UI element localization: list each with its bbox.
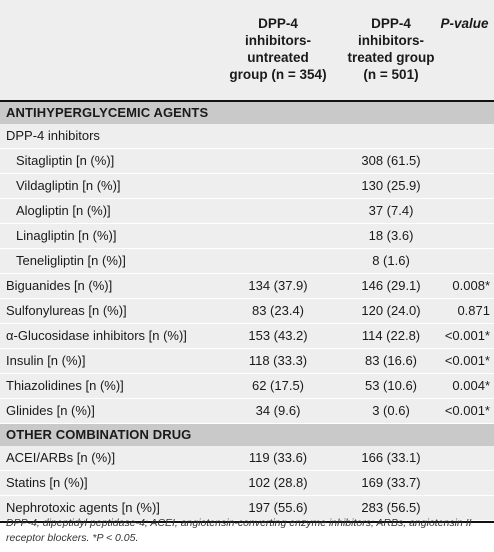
cell-treated: 114 (22.8) bbox=[361, 328, 421, 343]
cell-p-value: <0.001* bbox=[444, 328, 490, 343]
header-untreated-line3: untreated bbox=[247, 50, 309, 65]
cell-treated: 37 (7.4) bbox=[368, 203, 414, 218]
cell-treated: 130 (25.9) bbox=[361, 178, 421, 193]
row-label: DPP-4 inhibitors bbox=[6, 128, 100, 143]
cell-untreated: 153 (43.2) bbox=[248, 328, 308, 343]
header-treated-group bbox=[336, 15, 446, 83]
header-p-value-label: P-value bbox=[440, 16, 489, 31]
cell-treated: 169 (33.7) bbox=[361, 475, 421, 490]
row-label: Glinides [n (%)] bbox=[6, 403, 95, 418]
row-label: Statins [n (%)] bbox=[6, 475, 88, 490]
cell-treated: 166 (33.1) bbox=[361, 450, 421, 465]
row-label: Thiazolidines [n (%)] bbox=[6, 378, 124, 393]
cell-treated: 18 (3.6) bbox=[368, 228, 414, 243]
table-row bbox=[0, 324, 494, 349]
table-row bbox=[0, 174, 494, 199]
table-row bbox=[0, 199, 494, 224]
table-row bbox=[0, 224, 494, 249]
cell-treated: 3 (0.6) bbox=[372, 403, 410, 418]
header-untreated-line1: DPP-4 bbox=[258, 16, 298, 31]
table-row bbox=[0, 274, 494, 299]
cell-p-value: <0.001* bbox=[444, 353, 490, 368]
header-treated-line3: treated group bbox=[347, 50, 435, 65]
table-footnote: DPP-4, dipeptidyl peptidase-4; ACEI, angiotensin-converting enzyme inhibitors; ARBs, angiotensin II receptor blockers. *P < 0.05. bbox=[6, 517, 472, 544]
cell-untreated: 134 (37.9) bbox=[248, 278, 308, 293]
cell-p-value: 0.004* bbox=[452, 378, 490, 393]
row-label: Teneligliptin [n (%)] bbox=[16, 253, 126, 268]
table-row bbox=[0, 299, 494, 324]
row-label: Sulfonylureas [n (%)] bbox=[6, 303, 127, 318]
row-label: Nephrotoxic agents [n (%)] bbox=[6, 500, 160, 515]
header-untreated-group bbox=[218, 15, 338, 83]
table-row bbox=[0, 399, 494, 424]
header-treated-line2: inhibitors- bbox=[358, 33, 424, 48]
cell-p-value: 0.008* bbox=[452, 278, 490, 293]
table-row bbox=[0, 149, 494, 174]
section-header: ANTIHYPERGLYCEMIC AGENTS bbox=[0, 102, 494, 124]
table-row bbox=[0, 446, 494, 471]
table-row bbox=[0, 349, 494, 374]
header-p-value bbox=[435, 15, 494, 32]
cell-treated: 83 (16.6) bbox=[364, 353, 418, 368]
row-label: Biguanides [n (%)] bbox=[6, 278, 113, 293]
row-label: Linagliptin [n (%)] bbox=[16, 228, 117, 243]
header-untreated-line4: group (n = 354) bbox=[229, 67, 327, 82]
row-label: ACEI/ARBs [n (%)] bbox=[6, 450, 116, 465]
cell-treated: 53 (10.6) bbox=[364, 378, 418, 393]
table-row bbox=[0, 124, 494, 149]
cell-untreated: 34 (9.6) bbox=[255, 403, 301, 418]
cell-p-value: 0.871 bbox=[457, 303, 490, 318]
cell-treated: 146 (29.1) bbox=[361, 278, 421, 293]
cell-treated: 308 (61.5) bbox=[361, 153, 421, 168]
cell-untreated: 197 (55.6) bbox=[248, 500, 308, 515]
cell-untreated: 118 (33.3) bbox=[248, 353, 308, 368]
header-treated-line4: (n = 501) bbox=[363, 67, 419, 82]
row-label: α-Glucosidase inhibitors [n (%)] bbox=[6, 328, 187, 343]
row-label: Vildagliptin [n (%)] bbox=[16, 178, 121, 193]
section-header: OTHER COMBINATION DRUG bbox=[0, 424, 494, 446]
cell-untreated: 102 (28.8) bbox=[248, 475, 308, 490]
header-untreated-line2: inhibitors- bbox=[245, 33, 311, 48]
table-row bbox=[0, 471, 494, 496]
cell-treated: 8 (1.6) bbox=[372, 253, 410, 268]
table-row bbox=[0, 249, 494, 274]
header-treated-line1: DPP-4 bbox=[371, 16, 411, 31]
row-label: Alogliptin [n (%)] bbox=[16, 203, 111, 218]
row-label: Insulin [n (%)] bbox=[6, 353, 86, 368]
row-label: Sitagliptin [n (%)] bbox=[16, 153, 115, 168]
table-header bbox=[0, 0, 494, 102]
cell-untreated: 119 (33.6) bbox=[248, 450, 308, 465]
table-row bbox=[0, 374, 494, 399]
cell-p-value: <0.001* bbox=[444, 403, 490, 418]
table-body bbox=[0, 102, 494, 521]
cell-treated: 120 (24.0) bbox=[361, 303, 421, 318]
cell-untreated: 83 (23.4) bbox=[251, 303, 305, 318]
cell-untreated: 62 (17.5) bbox=[251, 378, 305, 393]
cell-treated: 283 (56.5) bbox=[361, 500, 421, 515]
